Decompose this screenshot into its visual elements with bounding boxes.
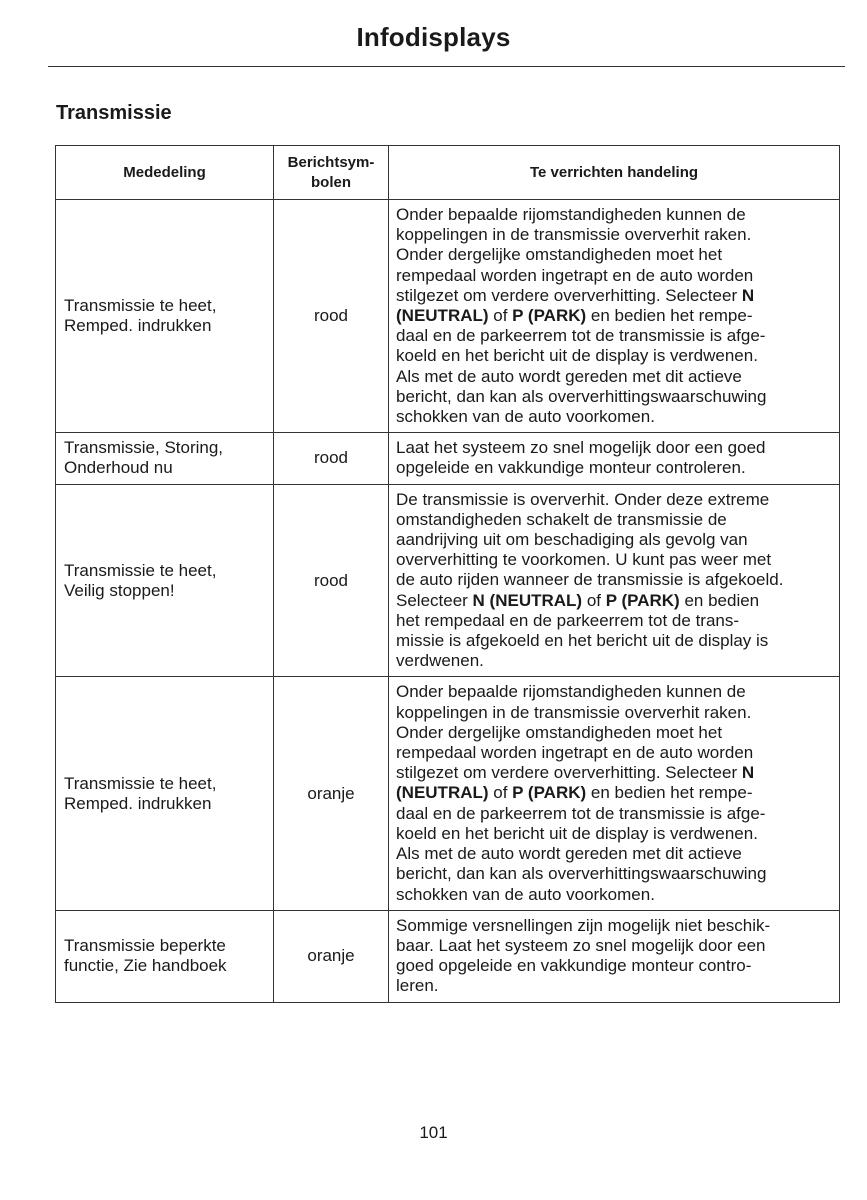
symbol-cell: [274, 677, 389, 910]
table-header-row: [56, 146, 840, 200]
symbol-cell: [274, 200, 389, 433]
action-cell: [389, 200, 840, 433]
action-cell: [389, 433, 840, 484]
header-symbols: Berichtsym- bolen: [274, 146, 389, 200]
message-cell: [56, 433, 274, 484]
message-text: Transmissie te heet, Remped. indrukken: [64, 296, 217, 336]
action-text: [396, 205, 834, 427]
action-text: [396, 490, 834, 672]
message-text: Transmissie te heet, Remped. indrukken: [64, 773, 217, 813]
header-divider: [48, 66, 845, 67]
action-cell: [389, 910, 840, 1002]
action-text-run: en bedien het rempe- daal en de parkeerrem tot de transmissie is afge- koeld en het bericht uit de display is verdwenen. Als met de auto wordt gereden met dit actieve bericht, dan kan als oververhittingswaarschuwing schokken van de auto voorkomen.: [396, 306, 767, 427]
message-cell: [56, 910, 274, 1002]
action-text-run: of: [582, 590, 606, 610]
action-bold-text: P (PARK): [605, 590, 680, 610]
action-bold-text: P (PARK): [512, 783, 587, 803]
action-cell: [389, 677, 840, 910]
symbol-cell: [274, 433, 389, 484]
symbol-cell: [274, 910, 389, 1002]
action-text-run: Laat het systeem zo snel mogelijk door een goed opgeleide en vakkundige monteur controleren.: [396, 438, 766, 478]
action-text: [396, 916, 834, 997]
table-row: [56, 677, 840, 910]
symbol-cell: [274, 484, 389, 677]
action-text-run: en bedien het rempe- daal en de parkeerrem tot de transmissie is afge- koeld en het bericht uit de display is verdwenen. Als met de auto wordt gereden met dit actieve bericht, dan kan als oververhittingswaarschuwing schokken van de auto voorkomen.: [396, 783, 767, 904]
action-text-run: of: [488, 783, 513, 803]
symbol-text: oranje: [307, 946, 355, 966]
page-title: Infodisplays: [356, 22, 511, 52]
action-cell: [389, 484, 840, 677]
action-text-run: Sommige versnellingen zijn mogelijk niet beschik- baar. Laat het systeem zo snel mogelijk door een goed opgeleide en vakkundige monteur contro- leren.: [396, 915, 771, 996]
message-text: Transmissie te heet, Veilig stoppen!: [64, 560, 217, 600]
action-text-run: Onder bepaalde rijomstandigheden kunnen de koppelingen in de transmissie oververhit raken. Onder dergelijke omstandigheden moet het rempedaal worden ingetrapt en de auto worden stilgezet om verdere oververhitting. Selecteer: [396, 205, 754, 305]
action-text-run: Onder bepaalde rijomstandigheden kunnen de koppelingen in de transmissie oververhit raken. Onder dergelijke omstandigheden moet het rempedaal worden ingetrapt en de auto worden stilgezet om verdere oververhitting. Selecteer: [396, 682, 754, 783]
symbol-text: rood: [313, 448, 349, 468]
action-bold-text: P (PARK): [512, 306, 587, 326]
message-text: Transmissie beperkte functie, Zie handboek: [64, 936, 227, 976]
message-cell: [56, 484, 274, 677]
table-row: [56, 200, 840, 433]
action-text: [396, 438, 834, 478]
header-action: Te verrichten handeling: [389, 146, 840, 200]
table-row: [56, 484, 840, 677]
symbol-text: rood: [313, 570, 349, 590]
action-text: [396, 682, 834, 904]
action-bold-text: N (NEUTRAL): [396, 763, 755, 803]
symbol-text: oranje: [307, 783, 355, 803]
message-cell: [56, 677, 274, 910]
page-number: 101: [419, 1123, 448, 1142]
action-text-run: en bedien het rempedaal en de parkeerrem tot de trans- missie is afgekoeld en het bericht uit de display is verdwenen.: [396, 590, 769, 671]
action-bold-text: N (NEUTRAL): [472, 590, 583, 610]
header-message: Mededeling: [56, 146, 274, 200]
table-row: [56, 433, 840, 484]
section-title: Transmissie: [56, 102, 172, 124]
action-bold-text: N (NEUTRAL): [396, 285, 755, 326]
symbol-text: rood: [313, 306, 349, 326]
message-cell: [56, 200, 274, 433]
table-row: [56, 910, 840, 1002]
messages-table: [55, 145, 840, 1003]
message-text: Transmissie, Storing, Onderhoud nu: [64, 438, 224, 478]
action-text-run: De transmissie is oververhit. Onder deze extreme omstandigheden schakelt de transmissie de aandrijving uit om beschadiging als gevolg van oververhitting te voorkomen. U kunt pas weer met de auto rijden wanneer de transmissie is afgekoeld. Selecteer: [396, 489, 784, 610]
action-text-run: of: [488, 306, 513, 326]
